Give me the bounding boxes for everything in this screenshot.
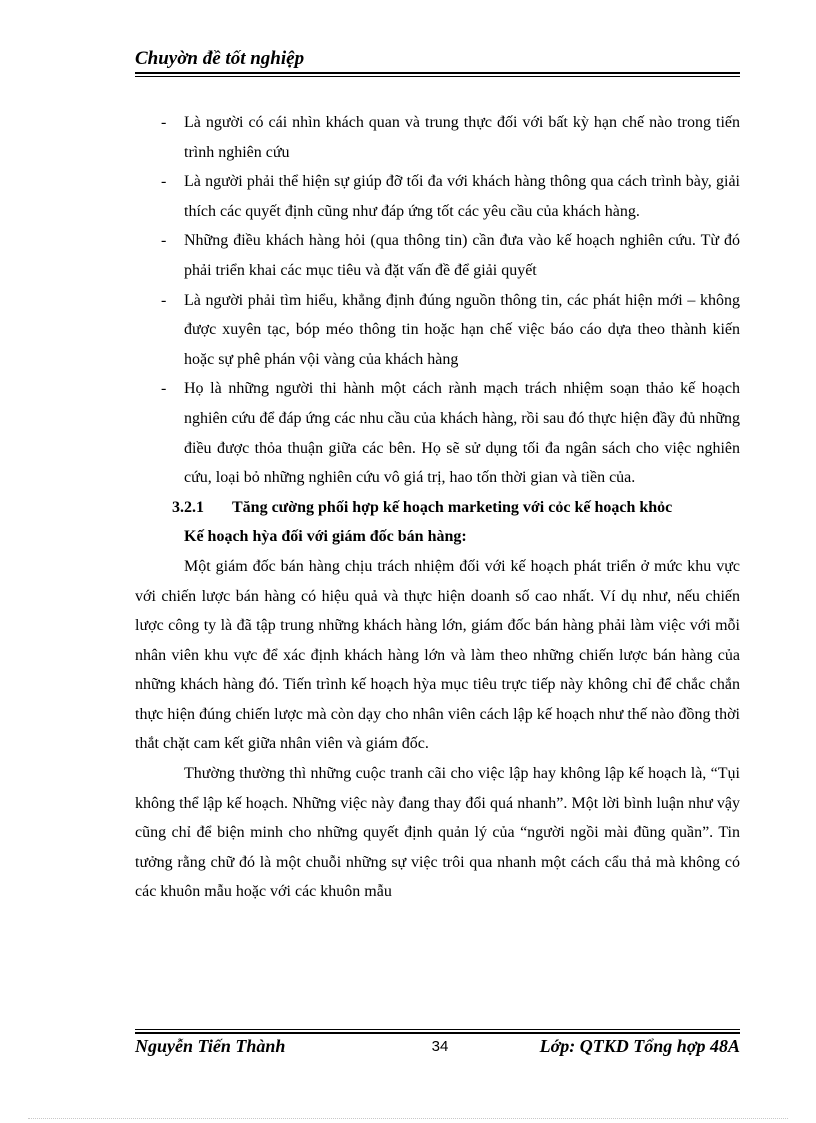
- document-body: [135, 108, 740, 907]
- bullet-text: Họ là những người thi hành một cách rành mạch trách nhiệm soạn thảo kế hoạch nghiên cứu để đáp ứng các nhu cầu của khách hàng, rồi sau đó thực hiện đầy đủ những điều được thỏa thuận giữa các bên. Họ sẽ sử dụng tối đa ngân sách cho việc nghiên cứu, loại bỏ những nghiên cứu vô giá trị, hao tốn thời gian và tiền của.: [184, 380, 740, 487]
- footer-rule-thin: [135, 1029, 740, 1030]
- page-edge-dots: [28, 1118, 788, 1119]
- bullet-item: [135, 374, 740, 492]
- section-title: Tăng cường phối hợp kế hoạch marketing với cỏc kế hoạch khỏc: [232, 498, 673, 516]
- bullet-dash: -: [161, 380, 167, 398]
- page-header-title: Chuyờn đề tốt nghiệp: [135, 48, 305, 69]
- footer-author: Nguyễn Tiến Thành: [135, 1036, 286, 1056]
- bullet-dash: -: [161, 173, 167, 191]
- bullet-text: Là người phải tìm hiểu, khẳng định đúng nguồn thông tin, các phát hiện mới – không được xuyên tạc, bóp méo thông tin hoặc hạn chế việc báo cáo dựa theo thành kiến hoặc sự phê phán vội vàng của khách hàng: [184, 291, 740, 368]
- section-heading: [135, 493, 740, 523]
- section-subheading: Kế hoạch hỳa đối với giám đốc bán hàng:: [184, 528, 467, 546]
- bullet-text: Là người phải thể hiện sự giúp đỡ tối đa với khách hàng thông qua cách trình bày, giải thích các quyết định cũng như đáp ứng tốt các yêu cầu của khách hàng.: [184, 173, 740, 220]
- header-rule-thin: [135, 76, 740, 77]
- bullet-item: [135, 167, 740, 226]
- bullet-item: [135, 286, 740, 375]
- bullet-dash: -: [161, 114, 167, 131]
- body-paragraph: Một giám đốc bán hàng chịu trách nhiệm đối với kế hoạch phát triển ở mức khu vực với chiến lược bán hàng có hiệu quả và thực hiện doanh số cao nhất. Ví dụ như, nếu chiến lược công ty là đã tập trung những khách hàng lớn, giám đốc bán hàng phải làm việc với mỗi nhân viên khu vực để xác định khách hàng lớn và làm theo những chiến lược bán hàng của những khách hàng đó. Tiến trình kế hoạch hỳa mục tiêu trực tiếp này không chỉ để chắc chắn thực hiện đúng chiến lược mà còn dạy cho nhân viên cách lập kế hoạch như thế nào đồng thời thắt chặt cam kết giữa nhân viên và giám đốc.: [135, 557, 740, 753]
- bullet-item: [135, 226, 740, 285]
- header-rule-thick: [135, 72, 740, 74]
- page-number: 34: [431, 1038, 449, 1055]
- bullet-item: [135, 108, 740, 167]
- bullet-text: Là người có cái nhìn khách quan và trung thực đối với bất kỳ hạn chế nào trong tiến trình nghiên cứu: [184, 114, 740, 161]
- bullet-text: Những điều khách hàng hỏi (qua thông tin) cần đưa vào kế hoạch nghiên cứu. Từ đó phải triển khai các mục tiêu và đặt vấn đề để giải quyết: [184, 232, 740, 279]
- body-paragraph: Thường thường thì những cuộc tranh cãi cho việc lập hay không lập kế hoạch là, “Tụi không thể lập kế hoạch. Những việc này đang thay đổi quá nhanh”. Một lời bình luận như vậy cũng chỉ để biện minh cho những quyết định quản lý của “người ngồi mài đũng quần”. Tin tưởng rằng chữ đó là một chuỗi những sự việc trôi qua nhanh một cách cẩu thả mà không có các khuôn mẫu hoặc với các khuôn mẫu: [135, 765, 740, 901]
- footer-rule-thick: [135, 1032, 740, 1034]
- section-number: 3.2.1: [172, 498, 204, 516]
- footer-class: Lớp: QTKD Tổng hợp 48A: [539, 1036, 740, 1056]
- bullet-dash: -: [161, 232, 167, 250]
- bullet-dash: -: [161, 291, 167, 309]
